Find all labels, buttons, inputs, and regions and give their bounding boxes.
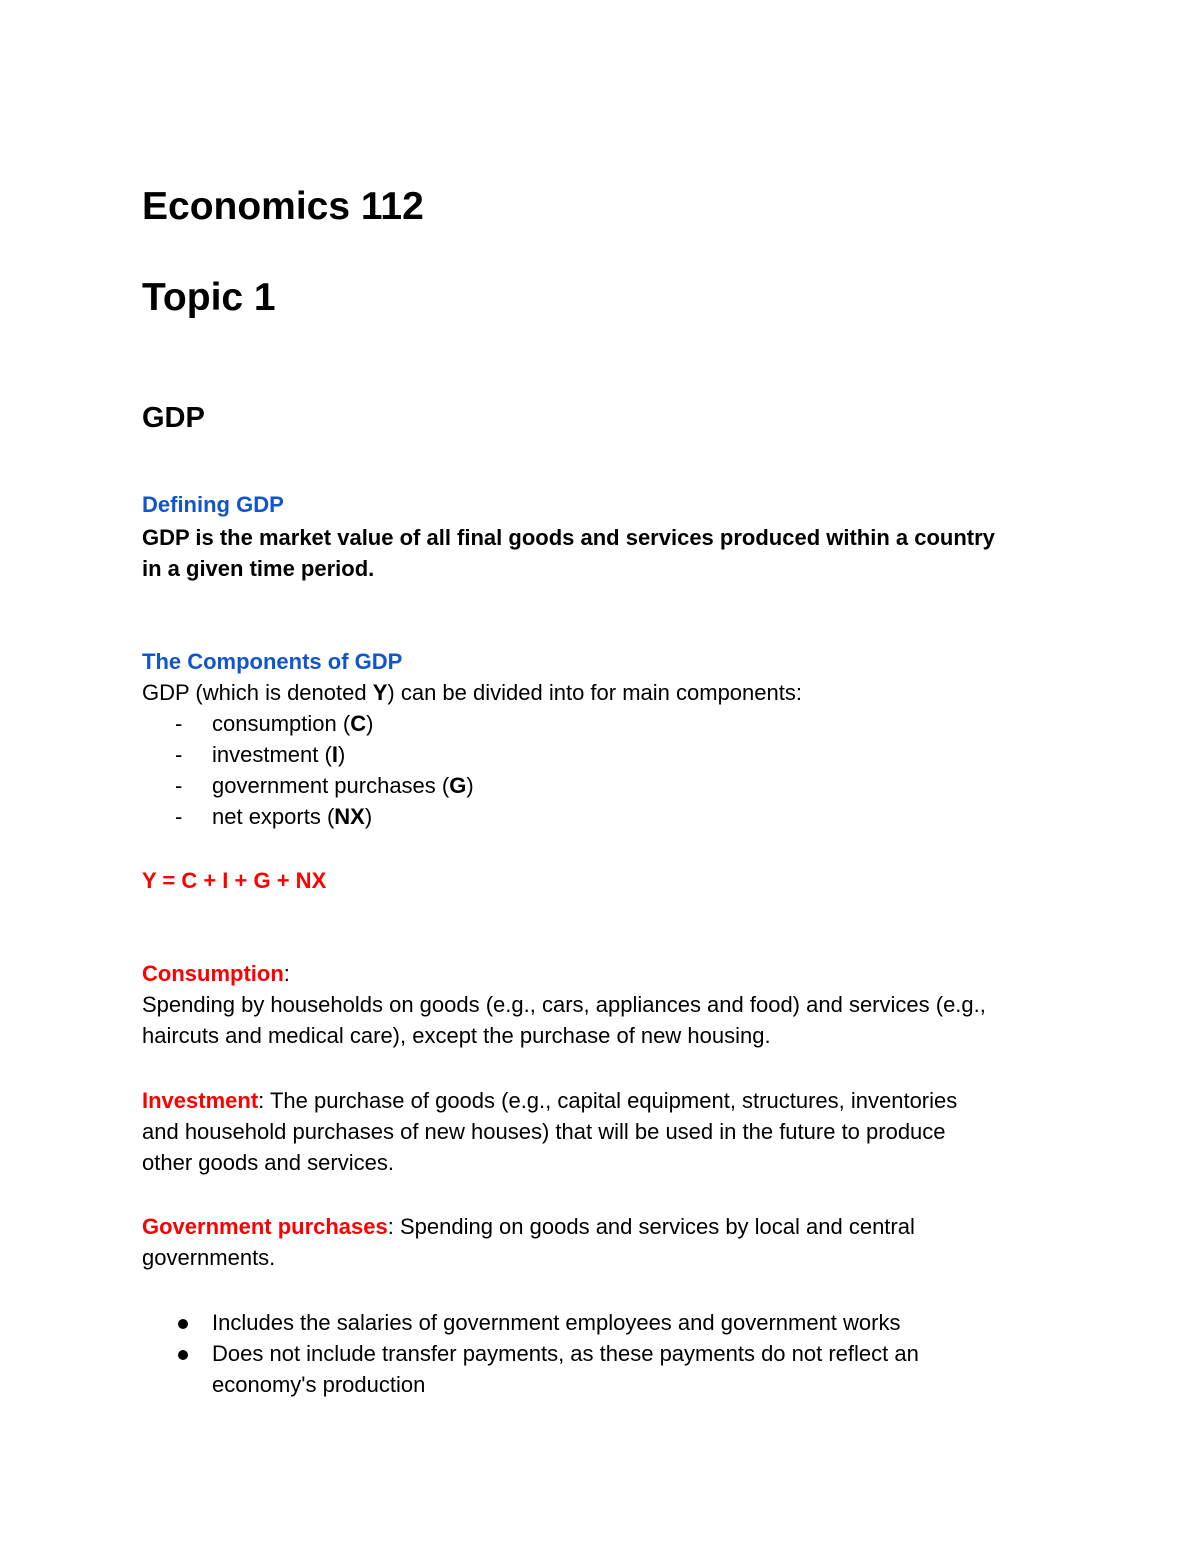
government-line-1: Government purchases: Spending on goods and services by local and central [142, 1214, 915, 1239]
components-intro: GDP (which is denoted Y) can be divided into for main components: [142, 680, 802, 705]
dash-marker: - [175, 742, 183, 767]
government-term: Government purchases [142, 1214, 388, 1239]
bullet-icon [178, 1319, 188, 1329]
dash-marker: - [175, 773, 183, 798]
defining-gdp-heading: Defining GDP [142, 492, 284, 517]
consumption-term: Consumption [142, 961, 284, 986]
dash-marker: - [175, 711, 183, 736]
government-line-2: governments. [142, 1245, 276, 1270]
components-heading: The Components of GDP [142, 649, 403, 674]
gdp-formula: Y = C + I + G + NX [142, 868, 327, 893]
consumption-heading-line: Consumption: [142, 961, 290, 986]
investment-term: Investment [142, 1088, 259, 1113]
investment-line-1: Investment: The purchase of goods (e.g., capital equipment, structures, inventories [142, 1088, 958, 1113]
consumption-line-2: haircuts and medical care), except the purchase of new housing. [142, 1023, 771, 1048]
defining-gdp-line-1: GDP is the market value of all final goods and services produced within a country [142, 525, 995, 550]
document-title: Economics 112 [142, 185, 424, 228]
investment-line-2: and household purchases of new houses) that will be used in the future to produce [142, 1119, 946, 1144]
bullet-icon [178, 1350, 188, 1360]
investment-line-3: other goods and services. [142, 1150, 394, 1175]
defining-gdp-line-2: in a given time period. [142, 556, 375, 581]
dash-marker: - [175, 804, 183, 829]
consumption-line-1: Spending by households on goods (e.g., cars, appliances and food) and services (e.g., [142, 992, 986, 1017]
topic-heading: Topic 1 [142, 276, 276, 319]
section-heading-gdp: GDP [142, 402, 205, 434]
